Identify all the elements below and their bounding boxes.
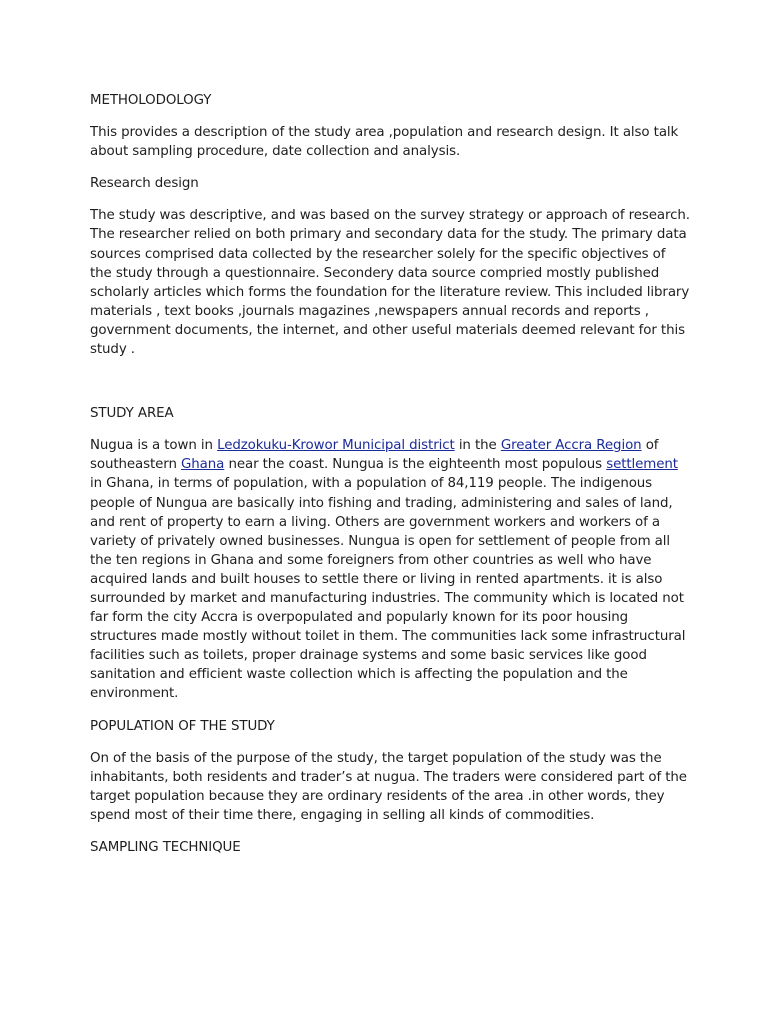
- population-paragraph: On of the basis of the purpose of the study, the target population of the study was the inhabitants, both residents and trader’s at nugua. The traders were considered part of the target population because they are ordinary residents of the area .in other words, they spend most of their time there, engaging in selling all kinds of commodities.: [90, 750, 687, 823]
- study-area-text-5: in Ghana, in terms of population, with a population of 84,119 people. The indigenous people of Nungua are basically into fishing and trading, administering and sales of land, and rent of property to earn a living. Others are government workers and workers of a variety of privately owned businesses. Nungua is open for settlement of people from all the ten regions in Ghana and some foreigners from other countries as well who have acquired lands and built houses to settle there or living in rented apartments. it is also surrounded by market and manufacturing industries. The community which is located not far form the city Accra is overpopulated and popularly known for its poor housing structures made mostly without toilet in them. The communities lack some infrastructural facilities such as toilets, proper drainage systems and some basic services like good sanitation and efficient waste collection which is affecting the population and the environment.: [90, 476, 686, 702]
- study-area-text-4: near the coast. Nungua is the eighteenth most populous: [224, 457, 607, 473]
- research-design-paragraph: The study was descriptive, and was based on the survey strategy or approach of research. The researcher relied on both primary and secondary data for the study. The primary data sources comprised data collected by the researcher solely for the specific objectives of the study through a questionnaire. Secondery data source compried mostly published scholarly articles which forms the foundation for the literature review. This included library materials , text books ,journals magazines ,newspapers annual records and reports , government documents, the internet, and other useful materials deemed relevant for this study .: [90, 208, 690, 358]
- greater-accra-region-link[interactable]: Greater Accra Region: [500, 438, 642, 454]
- research-design-heading: Research design: [90, 176, 199, 192]
- methodology-intro: This provides a description of the study area ,population and research design. It also talk about sampling procedure, date collection and analysis.: [90, 125, 679, 160]
- settlement-link[interactable]: settlement: [606, 457, 678, 473]
- methodology-heading: METHOLODOLOGY: [90, 93, 212, 108]
- sampling-heading: SAMPLING TECHNIQUE: [90, 840, 241, 855]
- study-area-paragraph: [90, 436, 690, 703]
- study-area-text-2: in the: [454, 438, 501, 454]
- study-area-text-1: Nugua is a town in: [90, 438, 218, 454]
- study-area-heading: STUDY AREA: [90, 406, 174, 422]
- population-heading: POPULATION OF THE STUDY: [90, 718, 275, 734]
- document-page: [90, 91, 690, 857]
- study-area-text-3: of southeastern: [90, 438, 659, 473]
- ghana-link[interactable]: Ghana: [181, 457, 225, 473]
- ledzokuku-krowor-link[interactable]: Ledzokuku-Krowor Municipal district: [217, 438, 455, 454]
